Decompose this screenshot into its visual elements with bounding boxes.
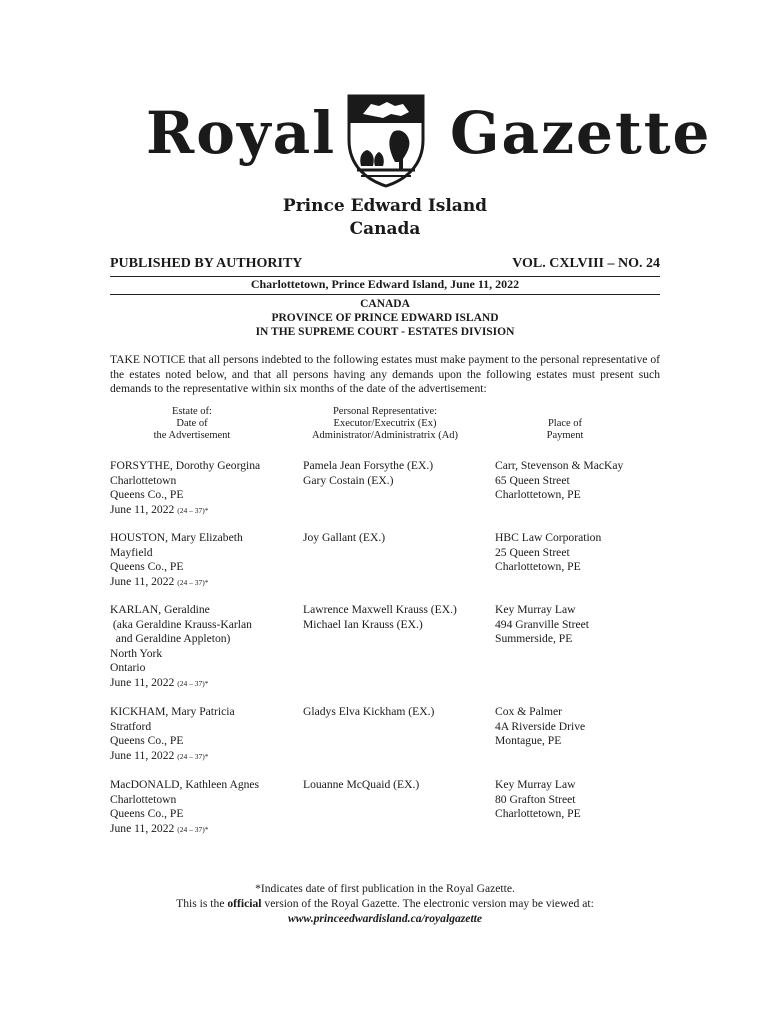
estate-name: KARLAN, Geraldine: [110, 603, 210, 616]
column-header-payment: Place of Payment: [546, 418, 584, 441]
publication-bar: [110, 256, 660, 277]
estate-name: MacDONALD, Kathleen Agnes: [110, 778, 260, 791]
heading-canada: CANADA: [360, 298, 410, 310]
place-of-payment: Key Murray Law 494 Granville Street Summerside, PE: [495, 603, 590, 645]
column-header-estate: Estate of: Date of the Advertisement: [153, 406, 231, 441]
masthead-gazette: Gazette: [450, 99, 712, 167]
gazette-url-link[interactable]: www.princeedwardisland.ca/royalgazette: [287, 912, 483, 925]
place-of-payment: HBC Law Corporation 25 Queen Street Charlottetown, PE: [495, 531, 602, 573]
representative: Joy Gallant (EX.): [303, 531, 386, 544]
heading-court: IN THE SUPREME COURT - ESTATES DIVISION: [255, 326, 515, 338]
estate-details: MacDONALD, Kathleen Agnes Charlottetown Queens Co., PE June 11, 2022 (24 – 37)*: [110, 778, 300, 837]
place-of-payment: Cox & Palmer 4A Riverside Drive Montague, PE: [495, 705, 586, 747]
advertisement-date: June 11, 2022: [110, 502, 175, 516]
pei-coat-of-arms-icon: [343, 92, 429, 188]
official-version-note: This is the official version of the Royal Gazette. The electronic version may be viewed at:: [176, 897, 594, 910]
estate-details: HOUSTON, Mary Elizabeth Mayfield Queens Co., PE June 11, 2022 (24 – 37)*: [110, 531, 300, 590]
notice-paragraph: TAKE NOTICE that all persons indebted to the following estates must make payment to the personal representative of the estates noted below, and that all persons having any demands upon the following estates must present such demands to the representative within six months of the date of the advertisement:: [110, 353, 660, 395]
estate-details: KARLAN, Geraldine (aka Geraldine Krauss-Karlan and Geraldine Appleton) North York Ontario June 11, 2022 (24 – 37)*: [110, 603, 300, 691]
estate-name: HOUSTON, Mary Elizabeth: [110, 531, 243, 544]
advertisement-date: June 11, 2022: [110, 675, 175, 689]
heading-province: PROVINCE OF PRINCE EDWARD ISLAND: [271, 312, 499, 324]
subtitle-province: Prince Edward Island: [282, 196, 488, 216]
advertisement-date: June 11, 2022: [110, 574, 175, 588]
masthead: [0, 92, 770, 192]
subtitle-country: Canada: [349, 219, 421, 239]
place-of-payment: Carr, Stevenson & MacKay 65 Queen Street Charlottetown, PE: [495, 459, 624, 501]
dateline: Charlottetown, Prince Edward Island, June 11, 2022: [250, 277, 520, 291]
estate-details: KICKHAM, Mary Patricia Stratford Queens Co., PE June 11, 2022 (24 – 37)*: [110, 705, 300, 764]
asterisk-note: *Indicates date of first publication in the Royal Gazette.: [255, 882, 515, 895]
estate-name: KICKHAM, Mary Patricia: [110, 705, 235, 718]
estate-name: FORSYTHE, Dorothy Georgina: [110, 459, 261, 472]
representative: Pamela Jean Forsythe (EX.) Gary Costain (EX.): [303, 459, 434, 487]
representative: Louanne McQuaid (EX.): [303, 778, 420, 791]
representative: Gladys Elva Kickham (EX.): [303, 705, 435, 718]
masthead-royal: Royal: [146, 99, 337, 167]
representative: Lawrence Maxwell Krauss (EX.) Michael Ian Krauss (EX.): [303, 603, 457, 631]
divider: [110, 294, 660, 295]
advertisement-date: June 11, 2022: [110, 748, 175, 762]
place-of-payment: Key Murray Law 80 Grafton Street Charlottetown, PE: [495, 778, 581, 820]
volume-number: VOL. CXLVIII – NO. 24: [512, 256, 660, 271]
estate-details: FORSYTHE, Dorothy Georgina Charlottetown Queens Co., PE June 11, 2022 (24 – 37)*: [110, 459, 300, 518]
advertisement-date: June 11, 2022: [110, 821, 175, 835]
published-by-authority: PUBLISHED BY AUTHORITY: [110, 256, 303, 271]
column-header-representative: Personal Representative: Executor/Executrix (Ex) Administrator/Administratrix (Ad): [311, 406, 459, 441]
